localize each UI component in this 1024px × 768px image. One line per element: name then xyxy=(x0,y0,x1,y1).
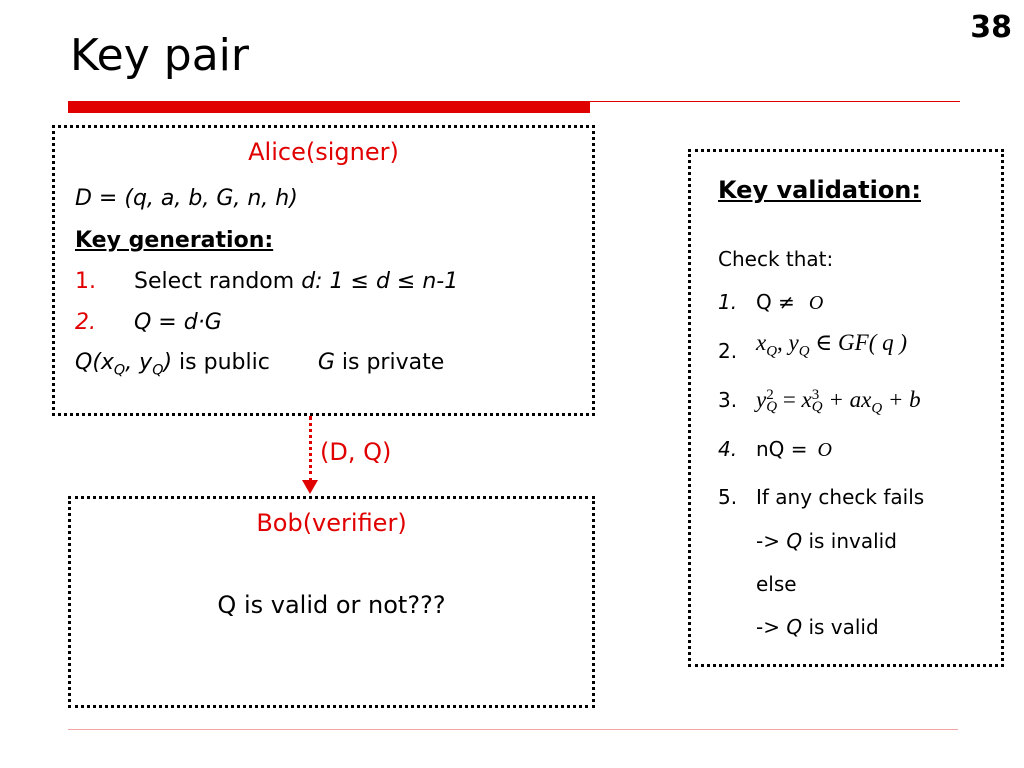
step-math: d: 1 ≤ d ≤ n-1 xyxy=(301,269,459,294)
transfer-arrow-line xyxy=(309,416,312,482)
check-4: 4. nQ = O xyxy=(718,437,832,461)
check-5: 5. If any check fails xyxy=(718,485,925,509)
keygen-step-2 xyxy=(75,310,222,335)
slide-title: Key pair xyxy=(70,30,249,81)
alice-box xyxy=(52,125,595,416)
title-rule-thick xyxy=(68,101,590,113)
alice-title: Alice(signer) xyxy=(248,138,399,166)
title-rule-thin xyxy=(590,101,960,102)
check-3: 3. y 2 Q = x 3 Q + $ax_Q + b$ xyxy=(718,386,921,417)
public-private-line: $Q(x_Q$, $y_Q$) is public G is private xyxy=(75,350,445,379)
domain-params: D = (q, a, b, G, n, h) xyxy=(75,186,298,211)
validation-box xyxy=(688,149,1004,667)
keygen-heading: Key generation: xyxy=(75,228,274,253)
step-math: Q = d·G xyxy=(134,310,222,335)
slide-number: 38 xyxy=(970,10,1012,45)
keygen-step-1 xyxy=(75,269,458,294)
arrow-down-icon xyxy=(302,480,318,494)
bob-question: Q is valid or not??? xyxy=(217,591,446,619)
check-that: Check that: xyxy=(718,247,834,271)
else-line: else xyxy=(756,572,797,596)
step-number: 1. xyxy=(75,269,96,294)
bob-title: Bob(verifier) xyxy=(256,509,407,537)
bob-box xyxy=(68,496,595,708)
step-text: Select random xyxy=(134,269,302,294)
transfer-label: (D, Q) xyxy=(320,438,392,466)
footer-rule xyxy=(68,729,958,730)
validation-title: Key validation: xyxy=(718,176,921,204)
step-number: 2. xyxy=(75,310,96,335)
invalid-line: -> Q is invalid xyxy=(756,529,897,553)
check-1: 1. Q ≠ O xyxy=(718,290,824,314)
valid-line: -> Q is valid xyxy=(756,615,879,639)
check-2: 2. $x_Q$, $y_Q$ ∈ GF( q ) xyxy=(718,330,908,363)
